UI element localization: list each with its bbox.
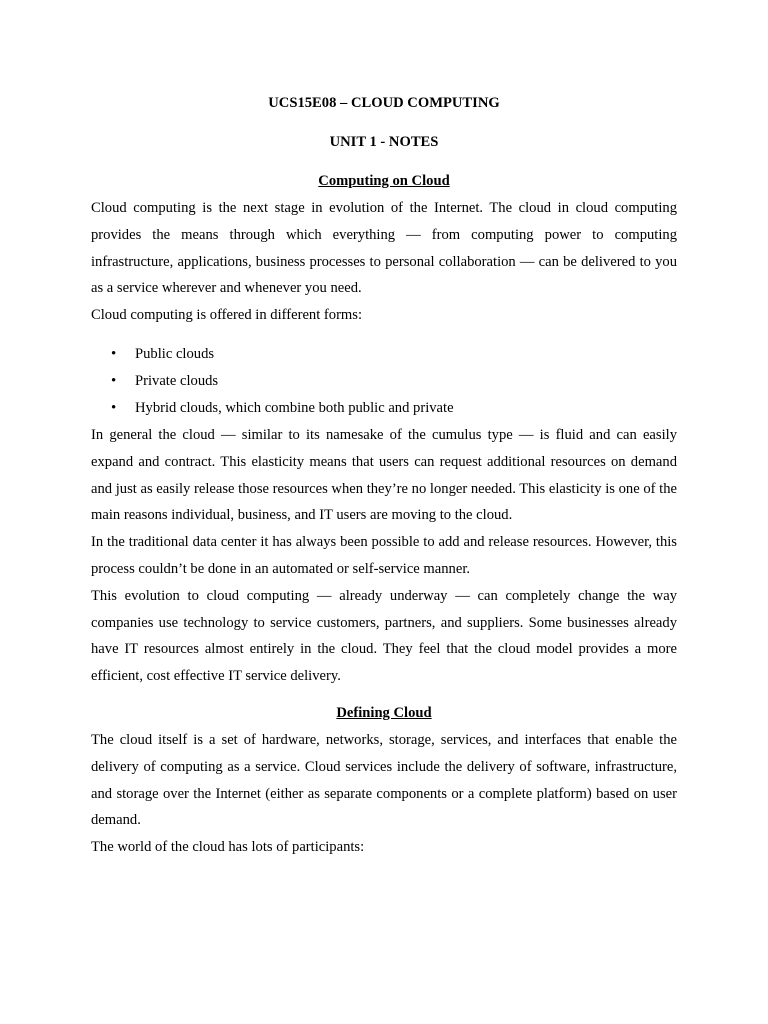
bullet-icon: •: [111, 345, 117, 362]
paragraph-participants: The world of the cloud has lots of participants:: [91, 839, 365, 856]
document-title: UCS15E08 – CLOUD COMPUTING: [268, 95, 500, 111]
section-heading-computing-on-cloud: Computing on Cloud: [318, 173, 450, 189]
list-item-text: Public clouds: [135, 345, 215, 362]
list-item-text: Hybrid clouds, which combine both public and private: [135, 399, 454, 416]
list-item: [91, 368, 677, 395]
list-item: [91, 395, 677, 422]
paragraph-intro: Cloud computing is the next stage in evolution of the Internet. The cloud in cloud computing provides the means through which everything — from computing power to computing infrastructure, applications, business processes to personal collaboration — can be delivered to you as a service wherever and whenever you need.: [91, 200, 677, 297]
list-item: [91, 341, 677, 368]
list-item-text: Private clouds: [135, 372, 219, 389]
section-heading-defining-cloud: Defining Cloud: [336, 704, 432, 721]
paragraph-traditional-data-center: In the traditional data center it has always been possible to add and release resources. However, this process couldn’t be done in an automated or self-service manner.: [91, 534, 677, 577]
bullet-icon: •: [111, 372, 117, 389]
document-subtitle: UNIT 1 - NOTES: [329, 134, 439, 150]
document-page: [91, 91, 677, 861]
paragraph-cloud-definition: The cloud itself is a set of hardware, networks, storage, services, and interfaces that enable the delivery of computing as a service. Cloud services include the delivery of software, infrastructure, and storage over the Internet (either as separate components or a complete platform) based on user demand.: [91, 731, 677, 829]
paragraph-forms: Cloud computing is offered in different forms:: [91, 307, 363, 324]
bullet-icon: •: [111, 399, 117, 416]
cloud-forms-list: [91, 341, 677, 422]
paragraph-elasticity: In general the cloud — similar to its namesake of the cumulus type — is fluid and can easily expand and contract. This elasticity means that users can request additional resources on demand and just as easily release those resources when they’re no longer needed. This elasticity is one of the main reasons individual, business, and IT users are moving to the cloud.: [91, 426, 677, 524]
paragraph-evolution: This evolution to cloud computing — already underway — can completely change the way companies use technology to service customers, partners, and suppliers. Some businesses already have IT resources almost entirely in the cloud. They feel that the cloud model provides a more efficient, cost effective IT service delivery.: [91, 587, 677, 685]
